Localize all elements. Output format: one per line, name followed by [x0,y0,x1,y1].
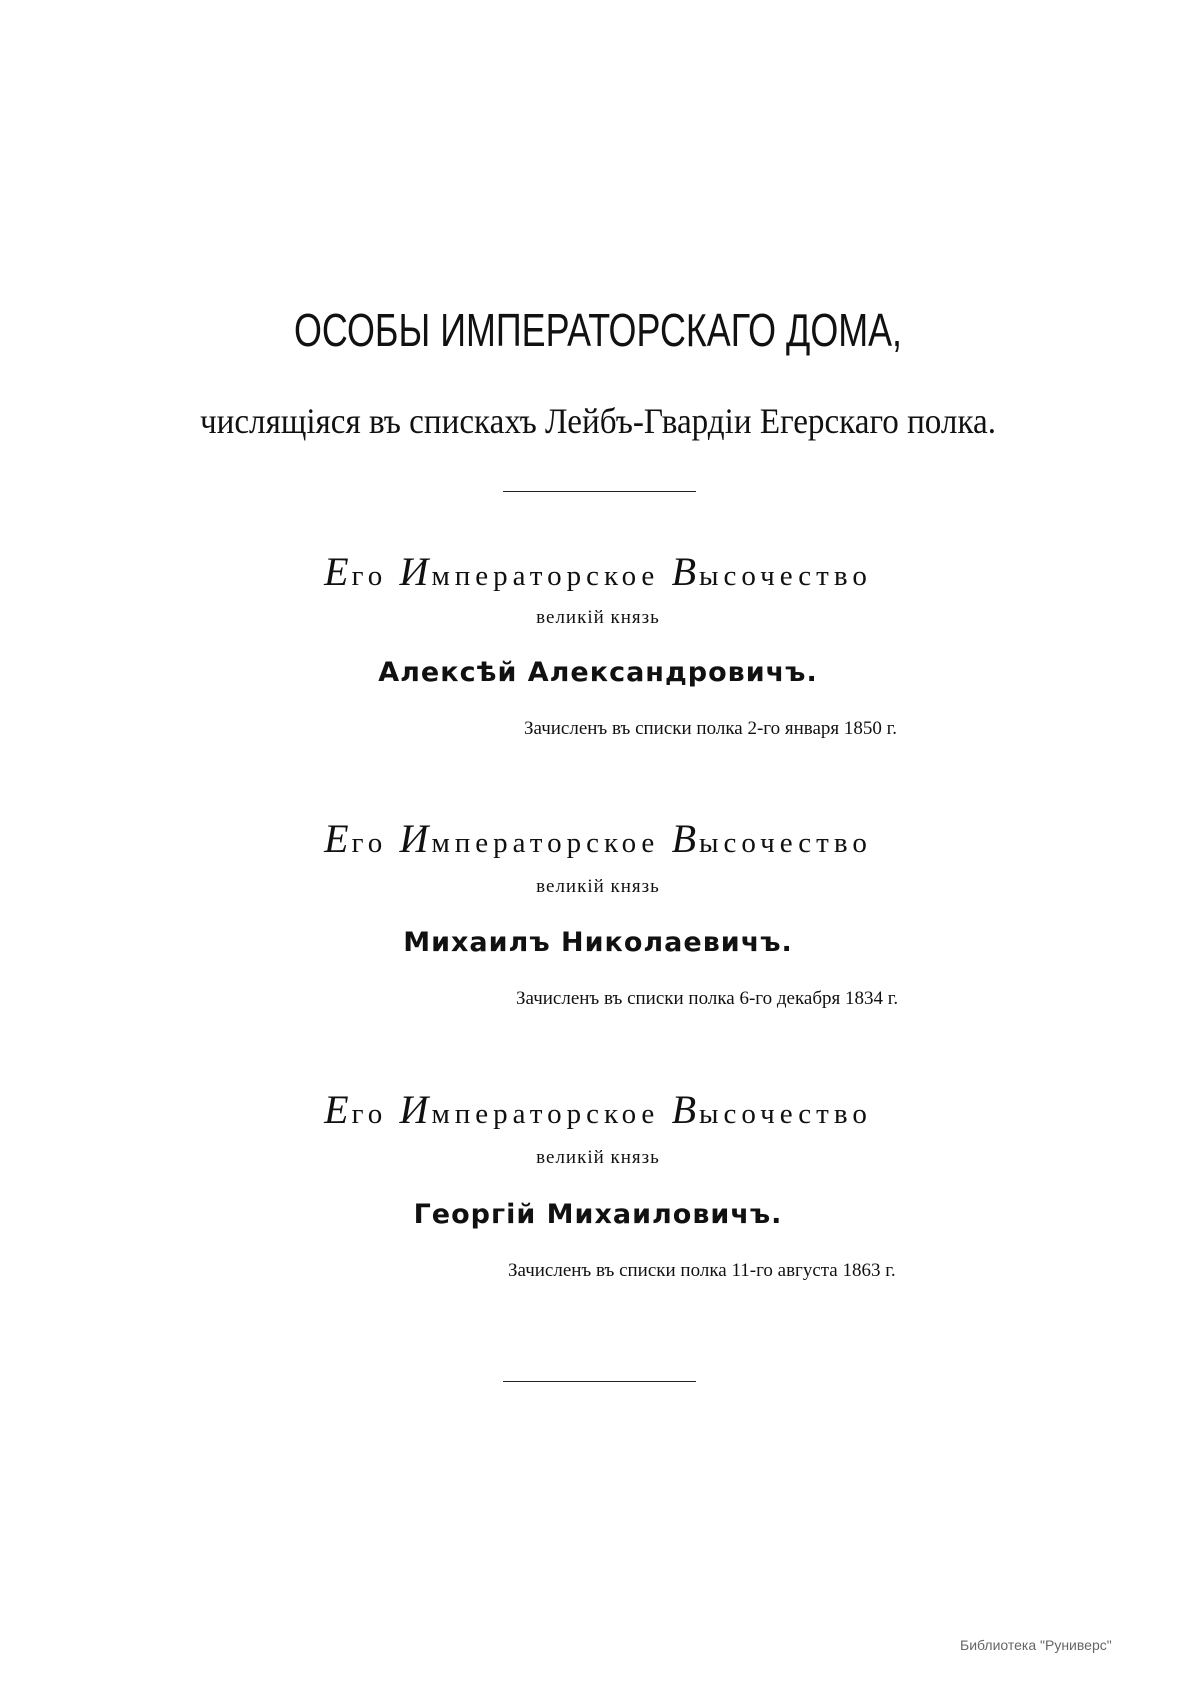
entry-3-honorific-initial-1: Е [324,1087,352,1132]
entry-1-name: Алексѣй Александровичъ. [378,657,818,688]
page-subtitle: числящіяся въ спискахъ Лейбъ-Гвардіи Егерскаго полка. [199,401,997,441]
entry-2-honorific-word-2: мператорское [431,827,660,859]
entry-1-honorific-word-2: мператорское [431,560,660,592]
entry-3-honorific-initial-2: И [399,1087,432,1132]
top-divider [503,491,696,492]
entry-2-rank: великій князь [536,876,660,897]
entry-1-honorific-word-3: ысочество [699,560,872,592]
entry-2-honorific-initial-2: И [399,816,432,861]
entry-2-honorific-word-3: ысочество [699,827,872,859]
entry-3-honorific-initial-3: В [671,1087,699,1132]
entry-2-honorific-initial-1: Е [324,816,352,861]
entry-3-note: Зачисленъ въ списки полка 11-го августа 1863 г. [508,1260,896,1281]
entry-3-honorific-word-3: ысочество [699,1098,872,1130]
bottom-divider [503,1381,696,1382]
entry-1-honorific-initial-3: В [671,549,699,594]
entry-3-name: Георгій Михаиловичъ. [413,1199,783,1230]
entry-2-honorific-word-1: го [351,827,388,859]
entry-1-note: Зачисленъ въ списки полка 2-го января 1850 г. [524,718,898,739]
entry-2-note: Зачисленъ въ списки полка 6-го декабря 1834 г. [516,988,899,1009]
entry-1-rank: великій князь [536,607,660,628]
library-watermark: Библиотека "Руниверс" [960,1637,1112,1653]
entry-3-honorific-word-1: го [351,1098,388,1130]
entry-3-rank: великій князь [536,1147,660,1168]
entry-2-honorific [0,815,1196,862]
entry-1-honorific-initial-1: Е [324,549,352,594]
entry-3-honorific [0,1086,1196,1133]
entry-3-honorific-word-2: мператорское [431,1098,660,1130]
entry-1-honorific-word-1: го [351,560,388,592]
entry-1-honorific [0,548,1196,595]
entry-2-name: Михаилъ Николаевичъ. [403,927,793,958]
entry-2-honorific-initial-3: В [671,816,699,861]
entry-1-honorific-initial-2: И [399,549,432,594]
page-title: ОСОБЫ ИМПЕРАТОРСКАГО ДОМА, [293,304,903,356]
